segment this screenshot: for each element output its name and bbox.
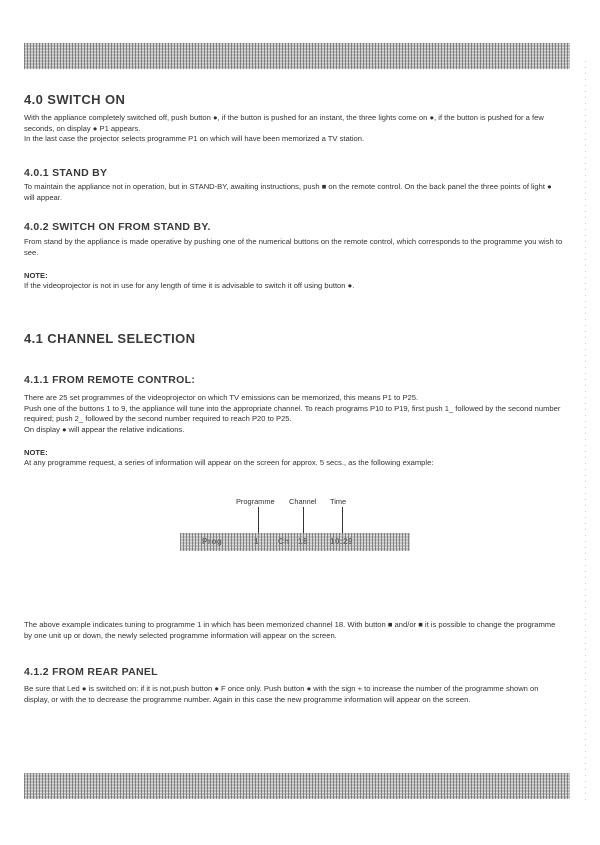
header-band — [24, 43, 570, 69]
note-text: At any programme request, a series of information will appear on the screen for approx. 5 secs., as the following example: — [24, 458, 434, 467]
section-switch-on-body — [24, 113, 564, 145]
section-heading: 4.0 SWITCH ON — [24, 92, 126, 107]
paragraph: On display ● will appear the relative indications. — [24, 424, 185, 434]
section-heading: 4.1.1 FROM REMOTE CONTROL: — [24, 374, 196, 386]
display-bar — [180, 533, 410, 551]
bar-text: Prog — [202, 537, 223, 546]
paragraph: From stand by the appliance is made operative by pushing one of the numerical buttons on the remote control, which corresponds to the programme you wish to see. — [24, 237, 563, 257]
bar-text: 10:29 — [330, 537, 353, 546]
section-heading: 4.1 CHANNEL SELECTION — [24, 331, 196, 346]
paragraph: The above example indicates tuning to programme 1 in which has been memorized channel 18. With button ■ and/or ■ it is possible to change the programme by one unit up or down, the newly selected programme information will appear on the screen. — [24, 620, 556, 640]
paragraph: To maintain the appliance not in operation, but in STAND-BY, awaiting instructions, push ■ on the remote control. On the back panel the three points of light ● will appear. — [24, 182, 552, 202]
note-label: NOTE: — [24, 448, 48, 457]
note-block — [24, 271, 564, 292]
margin-dots — [585, 60, 586, 800]
note-block — [24, 448, 564, 469]
section-from-remote-control-body — [24, 393, 564, 435]
section-heading: 4.0.1 STAND BY — [24, 167, 108, 179]
pointer-line — [342, 507, 343, 535]
section-heading: 4.1.2 FROM REAR PANEL — [24, 666, 158, 678]
section-stand-by — [24, 167, 564, 179]
section-switch-on-from-standby — [24, 221, 564, 233]
note-text: If the videoprojector is not in use for any length of time it is advisable to switch it off using button ●. — [24, 281, 355, 290]
paragraph: In the last case the projector selects programme P1 on which will have been memorized a TV station. — [24, 134, 365, 143]
paragraph: With the appliance completely switched off, push button ●, if the button is pushed for an instant, the three lights come on ●, if the button is pushed for a few seconds, on display ● P1 appears. — [24, 113, 544, 133]
section-switch-on-from-standby-body — [24, 237, 564, 258]
section-from-rear-panel — [24, 666, 564, 678]
pointer-line — [303, 507, 304, 535]
section-stand-by-body — [24, 182, 564, 203]
paragraph: Be sure that Led ● is switched on: if it is not,push button ● F once only. Push button ● with the sign + to increase the number of the programme shown on display, or with the to decrease the programme number. Again in this case the new programme information will appear on the screen. — [24, 684, 539, 704]
label-programme: Programme — [236, 497, 275, 506]
label-time: Time — [330, 497, 347, 506]
bar-text: Ch — [278, 537, 290, 546]
pointer-line — [258, 507, 259, 535]
paragraph: Push one of the buttons 1 to 9, the appliance will tune into the appropriate channel. To reach programs P10 to P19, first push 1_ followed by the second number required; push 2_ followed by the second number required to reach P20 to P25. — [24, 403, 561, 423]
section-from-rear-panel-body — [24, 684, 564, 705]
label-channel: Channel — [289, 497, 317, 506]
bar-text: 18 — [298, 537, 308, 546]
section-channel-selection — [24, 331, 564, 346]
section-from-remote-control — [24, 374, 564, 386]
paragraph: There are 25 set programmes of the videoprojector on which TV emissions can be memorized, this means P1 to P25. — [24, 393, 419, 402]
bar-text: 1 — [254, 537, 259, 546]
display-example-diagram — [180, 497, 410, 557]
section-heading: 4.0.2 SWITCH ON FROM STAND BY. — [24, 221, 211, 233]
note-label: NOTE: — [24, 271, 48, 280]
section-switch-on — [24, 92, 564, 107]
diagram-explanation — [24, 620, 564, 641]
footer-band — [24, 773, 570, 799]
